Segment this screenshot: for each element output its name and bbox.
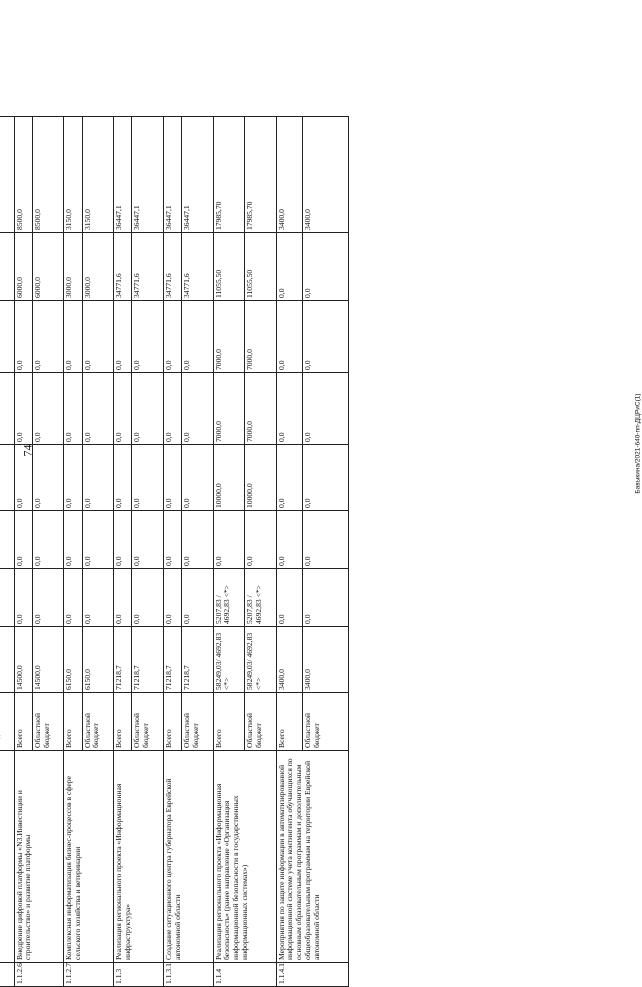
value-cell: 17985,70 [213,117,245,233]
value-cell: 0,0 [213,511,245,569]
funding-source: Областной бюджет [181,693,213,751]
value-cell: 17985,70 [245,117,277,233]
value-cell [0,233,14,301]
row-name [0,751,14,963]
value-cell: 3000,0 [64,233,82,301]
value-cell: 0,0 [132,445,164,511]
value-cell: 0,0 [114,373,132,445]
value-cell: 11055,50 [213,233,245,301]
value-cell: 7000,0 [245,301,277,373]
row-name: Реализация регионального проекта «Информационная безопасность» (ранее направление «Организация информационной безопасности в государственных информационных системах») [213,751,276,963]
value-cell: 0,0 [163,373,181,445]
funding-source: Всего [213,693,245,751]
rotated-table-container [0,137,349,987]
funding-source: Областной бюджет [132,693,164,751]
value-cell: 0,0 [114,511,132,569]
value-cell: 11055,50 [245,233,277,301]
value-cell: 0,0 [163,301,181,373]
value-cell: 71218,7 [163,627,181,693]
row-name: Комплексная информатизация бизнес-процессов в сфере сельского хозяйства и ветеринарии [64,751,114,963]
value-cell [0,373,14,445]
value-cell: 5207,83 / 4692,83 <*> [245,569,277,627]
value-cell: 0,0 [114,301,132,373]
row-code: 1.1.4.1 [276,963,348,987]
value-cell: 0,0 [114,445,132,511]
page-number: 74 [20,444,35,457]
value-cell [0,627,14,693]
value-cell: 0,0 [64,569,82,627]
value-cell: 3400,0 [276,627,302,693]
value-cell: 36447,1 [181,117,213,233]
value-cell: 10000,0 [245,445,277,511]
value-cell: 0,0 [14,445,32,511]
funding-source: Областной бюджет [82,693,114,751]
table-row [276,117,302,987]
value-cell: 3400,0 [276,117,302,233]
value-cell: 0,0 [32,301,64,373]
value-cell: 3000,0 [82,233,114,301]
value-cell: 10000,0 [213,445,245,511]
value-cell: 0,0 [64,301,82,373]
value-cell [0,511,14,569]
table-row [64,117,82,987]
value-cell: 36447,1 [132,117,164,233]
value-cell: 34771,6 [132,233,164,301]
value-cell: 0,0 [302,233,348,301]
value-cell: 0,0 [276,569,302,627]
value-cell: 7000,0 [213,301,245,373]
value-cell: 0,0 [163,445,181,511]
value-cell: 0,0 [181,301,213,373]
value-cell: 0,0 [64,445,82,511]
value-cell: 0,0 [276,233,302,301]
value-cell: 5207,83 / 4692,83 <*> [213,569,245,627]
row-name: Внедрение цифровой платформы «N3.Инвестиции и строительство» и развитие платформы [14,751,64,963]
value-cell [0,445,14,511]
value-cell: 0,0 [181,511,213,569]
value-cell: 0,0 [181,445,213,511]
value-cell [0,117,14,233]
value-cell: 14500,0 [32,627,64,693]
value-cell: 0,0 [302,511,348,569]
value-cell: 34771,6 [181,233,213,301]
value-cell: 0,0 [302,301,348,373]
table-row [114,117,132,987]
value-cell: 0,0 [276,511,302,569]
value-cell: 34771,6 [163,233,181,301]
value-cell: 36447,1 [163,117,181,233]
value-cell: 0,0 [132,569,164,627]
funding-source: Всего [64,693,82,751]
value-cell: 8500,0 [14,117,32,233]
funding-source: Областной бюджет [245,693,277,751]
value-cell: 0,0 [82,445,114,511]
value-cell: 8500,0 [32,117,64,233]
value-cell: 0,0 [82,373,114,445]
value-cell: 0,0 [181,373,213,445]
table-row [213,117,245,987]
value-cell: 0,0 [14,301,32,373]
value-cell: 0,0 [163,569,181,627]
funding-source: Областной бюджет [302,693,348,751]
value-cell: 7000,0 [213,373,245,445]
value-cell: 0,0 [245,511,277,569]
value-cell: 0,0 [302,373,348,445]
funding-source: Всего [276,693,302,751]
value-cell: 0,0 [302,569,348,627]
value-cell: 6150,0 [64,627,82,693]
value-cell: 71218,7 [114,627,132,693]
value-cell: 3400,0 [302,627,348,693]
row-code: 1.1.4 [213,963,276,987]
value-cell: 0,0 [132,301,164,373]
value-cell: 0,0 [276,373,302,445]
value-cell: 3400,0 [302,117,348,233]
row-code [0,963,14,987]
value-cell: 6150,0 [82,627,114,693]
value-cell: 0,0 [32,511,64,569]
value-cell: 0,0 [163,511,181,569]
value-cell: 0,0 [276,301,302,373]
row-name: Реализация регионального проекта «Информационная инфраструктура» [114,751,164,963]
row-code: 1.1.2.6 [14,963,64,987]
funding-source: Всего [114,693,132,751]
table-row [14,117,32,987]
value-cell: 0,0 [14,569,32,627]
row-code: 1.1.3 [114,963,164,987]
value-cell: 0,0 [64,511,82,569]
value-cell: 7000,0 [245,373,277,445]
value-cell: 0,0 [276,445,302,511]
value-cell: 0,0 [82,569,114,627]
funding-source: Областной бюджет [32,693,64,751]
value-cell: 0,0 [181,569,213,627]
value-cell: 14500,0 [14,627,32,693]
funding-source [0,693,14,751]
value-cell: 58249,03/ 4692,83 <*> [213,627,245,693]
value-cell: 3150,0 [64,117,82,233]
value-cell: 58249,03/ 4692,83 <*> [245,627,277,693]
funding-source: Всего [163,693,181,751]
value-cell: 0,0 [82,511,114,569]
row-name: Мероприятия по защите информации в автоматизированной информационной системе учета контингента обучающихся по основным образовательным программам и дополнительным общеобразовательным программам на территории Еврейской автономной области [276,751,348,963]
value-cell [0,569,14,627]
table-body [0,117,349,987]
value-cell: 34771,6 [114,233,132,301]
row-code: 1.1.3.1 [163,963,213,987]
table-row [163,117,181,987]
row-name: Создание ситуационного центра губернатора Еврейской автономной области [163,751,213,963]
value-cell: 0,0 [64,373,82,445]
value-cell: 36447,1 [114,117,132,233]
value-cell: 0,0 [32,569,64,627]
value-cell: 0,0 [132,511,164,569]
value-cell: 6000,0 [14,233,32,301]
value-cell: 71218,7 [181,627,213,693]
value-cell: 0,0 [32,445,64,511]
value-cell: 71218,7 [132,627,164,693]
value-cell: 6000,0 [32,233,64,301]
funding-source: Всего [14,693,32,751]
value-cell: 0,0 [14,373,32,445]
value-cell: 3150,0 [82,117,114,233]
row-code: 1.1.2.7 [64,963,114,987]
value-cell: 0,0 [114,569,132,627]
value-cell: 0,0 [82,301,114,373]
funding-table [0,116,349,987]
value-cell: 0,0 [132,373,164,445]
value-cell: 0,0 [32,373,64,445]
value-cell: 0,0 [302,445,348,511]
value-cell [0,301,14,373]
document-code: Бавыкина/2021-640-пп-ДЦРиС(1) [634,393,642,494]
value-cell: 0,0 [14,511,32,569]
